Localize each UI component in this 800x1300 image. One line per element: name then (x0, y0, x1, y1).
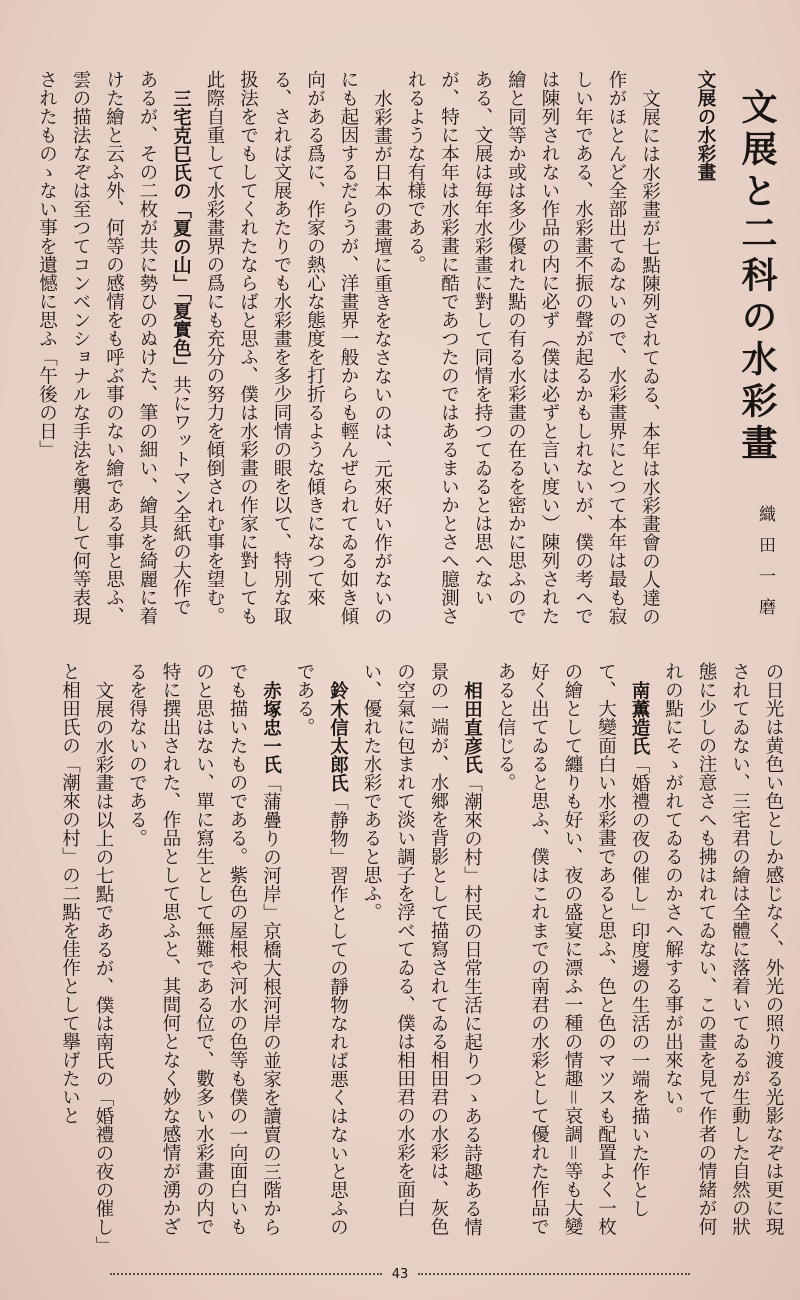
paragraph-3 (30, 70, 198, 630)
artist-name-minami: 南薫造氏 (629, 680, 650, 755)
paragraph-7-text: 「静物」習作としての靜物なれば悪くはないと思ふのである。 (294, 662, 349, 1236)
paragraph-5-text: 「婚禮の夜の催し」印度邊の生活の一端を描いた作として、大變面白い水彩畫であると思ふ、色と色のマツスも配置よく一枚の繪として纏りも好い、夜の盛宴に漂ふ一種の情趣＝哀調＝等も大變好く出てゐると思ふ、僕はこれまでの南君の水彩として優れた作品であると信じる。 (495, 662, 650, 1236)
artist-name-suzuki: 鈴木信太郎氏 (327, 680, 349, 792)
article-header (722, 88, 782, 508)
paragraph-2: 水彩畫が日本の畫壇に重きをなさないのは、元來好い作がないのにも起因するだらうが、洋畫界一般からも輕んぜられてゐる如き傾向がある爲に、作家の熱心な態度を打折るような傾きになつて來る、されば文展あたりでも水彩畫を多少同情の眼を以て、特別な取扱法をでもしてくれたならばと思ふ、僕は水彩畫の作家に對しても此際自重して水彩畫界の爲にも充分の努力を傾倒されむ事を望む。 (204, 70, 393, 625)
footer-rule-left (110, 1273, 382, 1275)
bottom-text-block (10, 662, 790, 1247)
paragraph-1: 文展には水彩畫が七點陳列されてゐる、本年は水彩畫會の人達の作がほとんど全部出てゐないので、水彩畫界にとつて本年は最も寂しい年である、水彩畫不振の聲が起るかもしれないが、僕の考へでは陳列されない作品の内に必ず（僕は必ずと言い度い）陳列された繪と同等か或は多少優れた點の有る水彩畫の在るを密かに思ふのである、文展は毎年水彩畫に對して同情を持つてゐるとは思へないが、特に本年は水彩畫に酷であつたのではあるまいかとさへ臆測されるような有様である。 (405, 70, 661, 625)
artist-name-akatsuka: 赤塚忠一氏 (260, 680, 282, 773)
paragraph-7 (288, 662, 355, 1247)
top-text-block (10, 70, 722, 630)
paragraph-6-text: 「潮來の村」村民の日常生活に起りつゝある詩趣ある情景の一端が、水郷を背影として描寫されてゐる相田君の水彩は、灰色の空氣に包まれて淡い調子を浮べてゐる、僕は相田君の水彩を面白い、優れた水彩であると思ふ。 (361, 662, 483, 1236)
paragraph-9: 文展の水彩畫は以上の七點であるが、僕は南氏の「婚禮の夜の催し」と相田氏の「潮來の村」の二點を佳作として擧げたいと (59, 662, 114, 1245)
artist-name-miyake: 三宅克巳氏 (170, 88, 192, 181)
paragraph-5 (489, 662, 657, 1247)
article-title: 文展と二科の水彩畫 (736, 88, 777, 466)
works-miyake: の「夏の山」「夏實色」 (170, 181, 192, 376)
paragraph-8-text: 「蒲疊りの河岸」京橋大根河岸の並家を讀賣の三階からでも描いたものである。紫色の屋根や河水の色等も僕の一向面白いものと思はない、單に寫生として無難である位で、數多い水彩畫の内で特に撰出された、作品として思ふと、其間何となく妙な感情が湧かざるを得ないのである。 (126, 662, 282, 1236)
section-heading: 文展の水彩畫 (695, 70, 716, 181)
paragraph-3-text: 共にワットマン全紙の大作であるが、その二枚が共に勢ひのぬけた、筆の細い、繪具を綺麗に着けた繪と云ふ外、何等の感情をも呼ぶ事のない繪である事と思ふ、雲の描法なぞは至つてコンベンショナルな手法を襲用して何等表現されたものゝない事を遺憾に思ふ「午後の日」 (36, 70, 192, 625)
artist-name-aida: 相田直彦氏 (461, 680, 483, 773)
paragraph-4: の日光は黄色い色としか感じなく、外光の照り渡る光影なぞは更に現されてゐない、三宅君の繪は全體に落着いてゐるが生動した自然の狀態に少しの注意さへも拂はれてゐない、この畫を見て作者の情緒が何れの點にそゝがれてゐるのかさへ解する事が出來ない。 (662, 662, 784, 1236)
page-number: 43 (391, 1266, 409, 1282)
page-footer (110, 1262, 690, 1286)
article-author: 織田一磨 (755, 505, 775, 629)
footer-rule-right (418, 1273, 690, 1275)
paragraph-6 (355, 662, 489, 1247)
paragraph-8 (120, 662, 288, 1247)
